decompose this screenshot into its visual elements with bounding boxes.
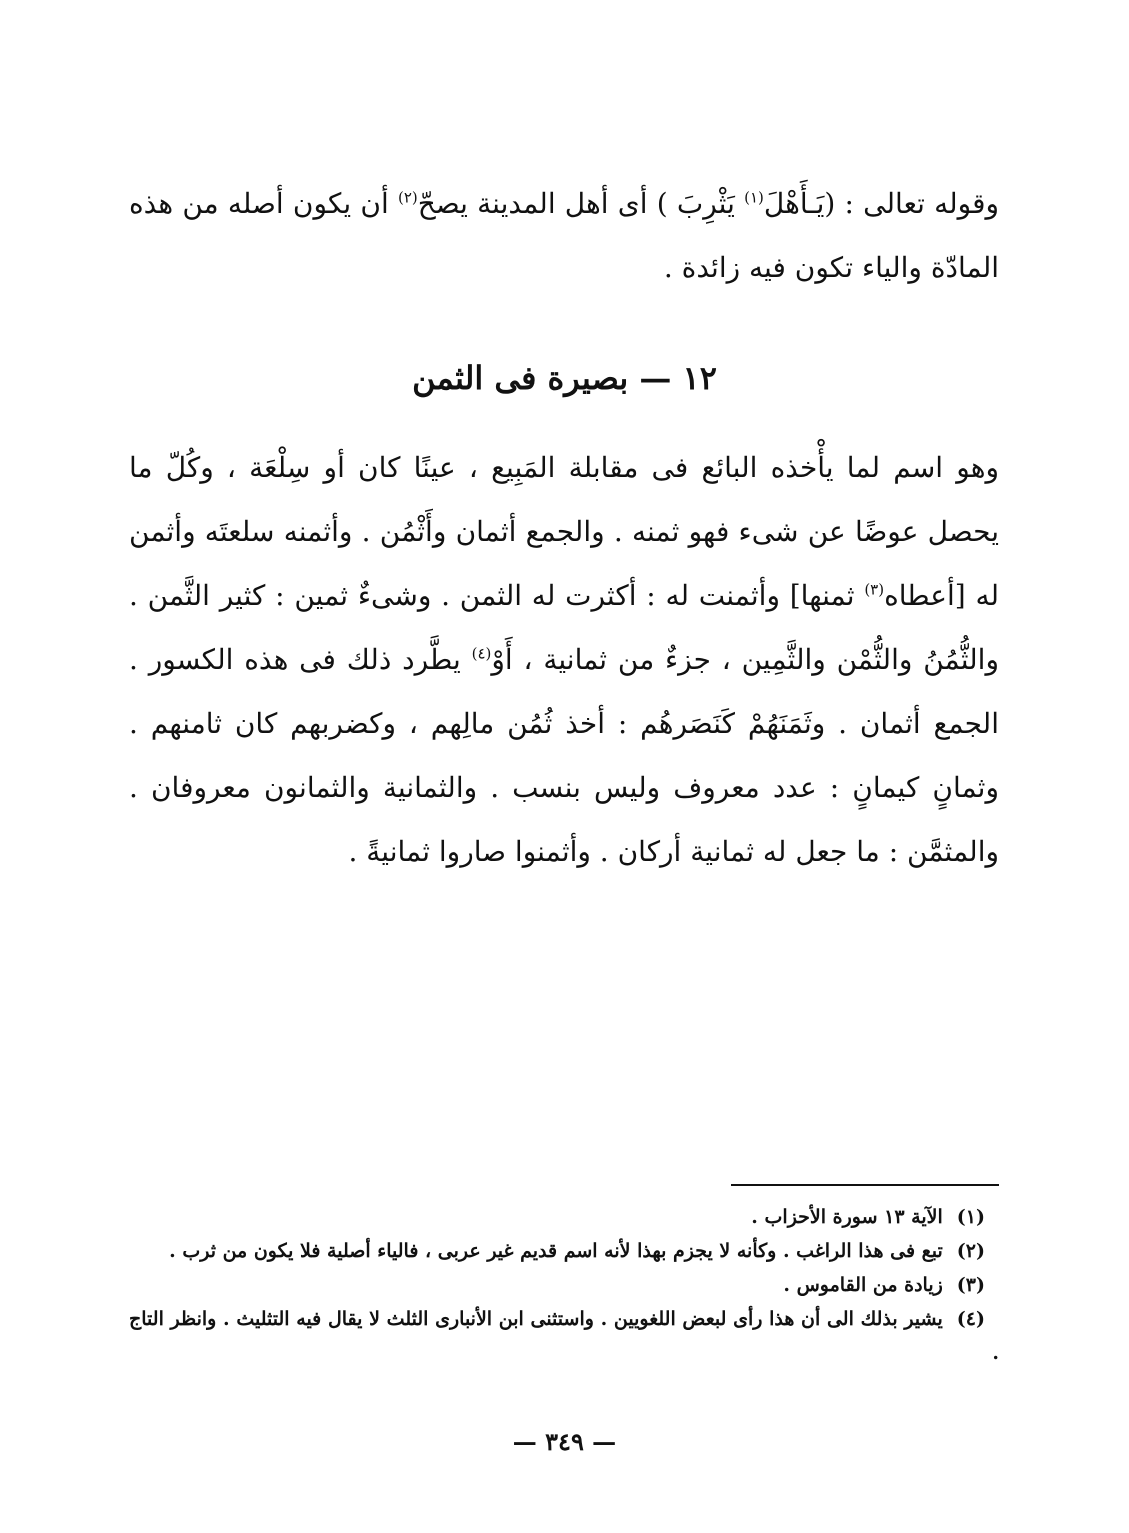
footnotes-list — [129, 1200, 999, 1370]
footnote-text: الآية ١٣ سورة الأحزاب . — [751, 1206, 943, 1228]
footnote-number: (٣) — [956, 1274, 985, 1296]
footnote-number: (١) — [956, 1206, 985, 1228]
intro-text-2: يَثْرِبَ ) أى أهل المدينة يصحّ — [417, 187, 745, 220]
intro-text-3: أن يكون أصله من هذه المادّة والياء تكون فيه زائدة . — [129, 187, 999, 284]
footnote-number: (٤) — [956, 1308, 985, 1330]
footnote-item — [129, 1200, 999, 1234]
page-number: — ٣٤٩ — — [512, 1427, 617, 1456]
body-text-1: وهو اسم لما يأْخذه البائع فى مقابلة المَبِيع ، عينًا كان أو سِلْعَة ، وكُلّ ما يحصل عوضًا عن شىء فهو ثمنه . والجمع أثمان وأَثْمُن . وأثمنه سلعتَه وأثمن له [أعطاه — [129, 451, 999, 612]
intro-text-1: وقوله تعالى : (يَـأَهْلَ — [763, 187, 1000, 220]
footnote-item — [129, 1234, 999, 1268]
footnote-number: (٢) — [956, 1240, 985, 1262]
intro-paragraph — [129, 172, 999, 300]
footnote-ref-1[interactable]: (١) — [744, 188, 764, 207]
footnote-ref-4[interactable]: (٤) — [471, 644, 492, 663]
footnote-divider — [731, 1184, 999, 1186]
footnote-item — [129, 1302, 999, 1370]
body-text-2: ثمنها] وأثمنت له : أكثرت له الثمن . وشىءٌ ثمين : كثير الثَّمن . والثُّمُنُ والثُّمْن والثَّمِين ، جزءٌ من ثمانية ، أَوْ — [129, 579, 999, 676]
footnote-text: يشير بذلك الى أن هذا رأى لبعض اللغويين . واستثنى ابن الأنبارى الثلث لا يقال فيه التثليث . وانظر التاج . — [129, 1308, 999, 1364]
body-text-3: يطَّرد ذلك فى هذه الكسور . الجمع أثمان . وثَمَنَهُمْ كَنَصَرهُم : أخذ ثُمُن مالِهم ، وكضربهم كان ثامنهم . وثمانٍ كيمانٍ : عدد معروف وليس بنسب . والثمانية والثمانون معروفان . والمثمَّن : ما جعل له ثمانية أركان . وأثمنوا صاروا ثمانيةً . — [129, 643, 999, 868]
footnote-ref-3[interactable]: (٣) — [864, 580, 885, 599]
section-heading: ١٢ — بصيرة فى الثمن — [412, 359, 717, 397]
footnote-ref-2[interactable]: (٢) — [398, 188, 418, 207]
footnote-item — [129, 1268, 999, 1302]
footnote-text: زيادة من القاموس . — [783, 1274, 943, 1296]
body-paragraph — [129, 436, 999, 884]
footnote-text: تبع فى هذا الراغب . وكأنه لا يجزم بهذا لأنه اسم قديم غير عربى ، فالياء أصلية فلا يكون من ثرب . — [169, 1240, 943, 1262]
